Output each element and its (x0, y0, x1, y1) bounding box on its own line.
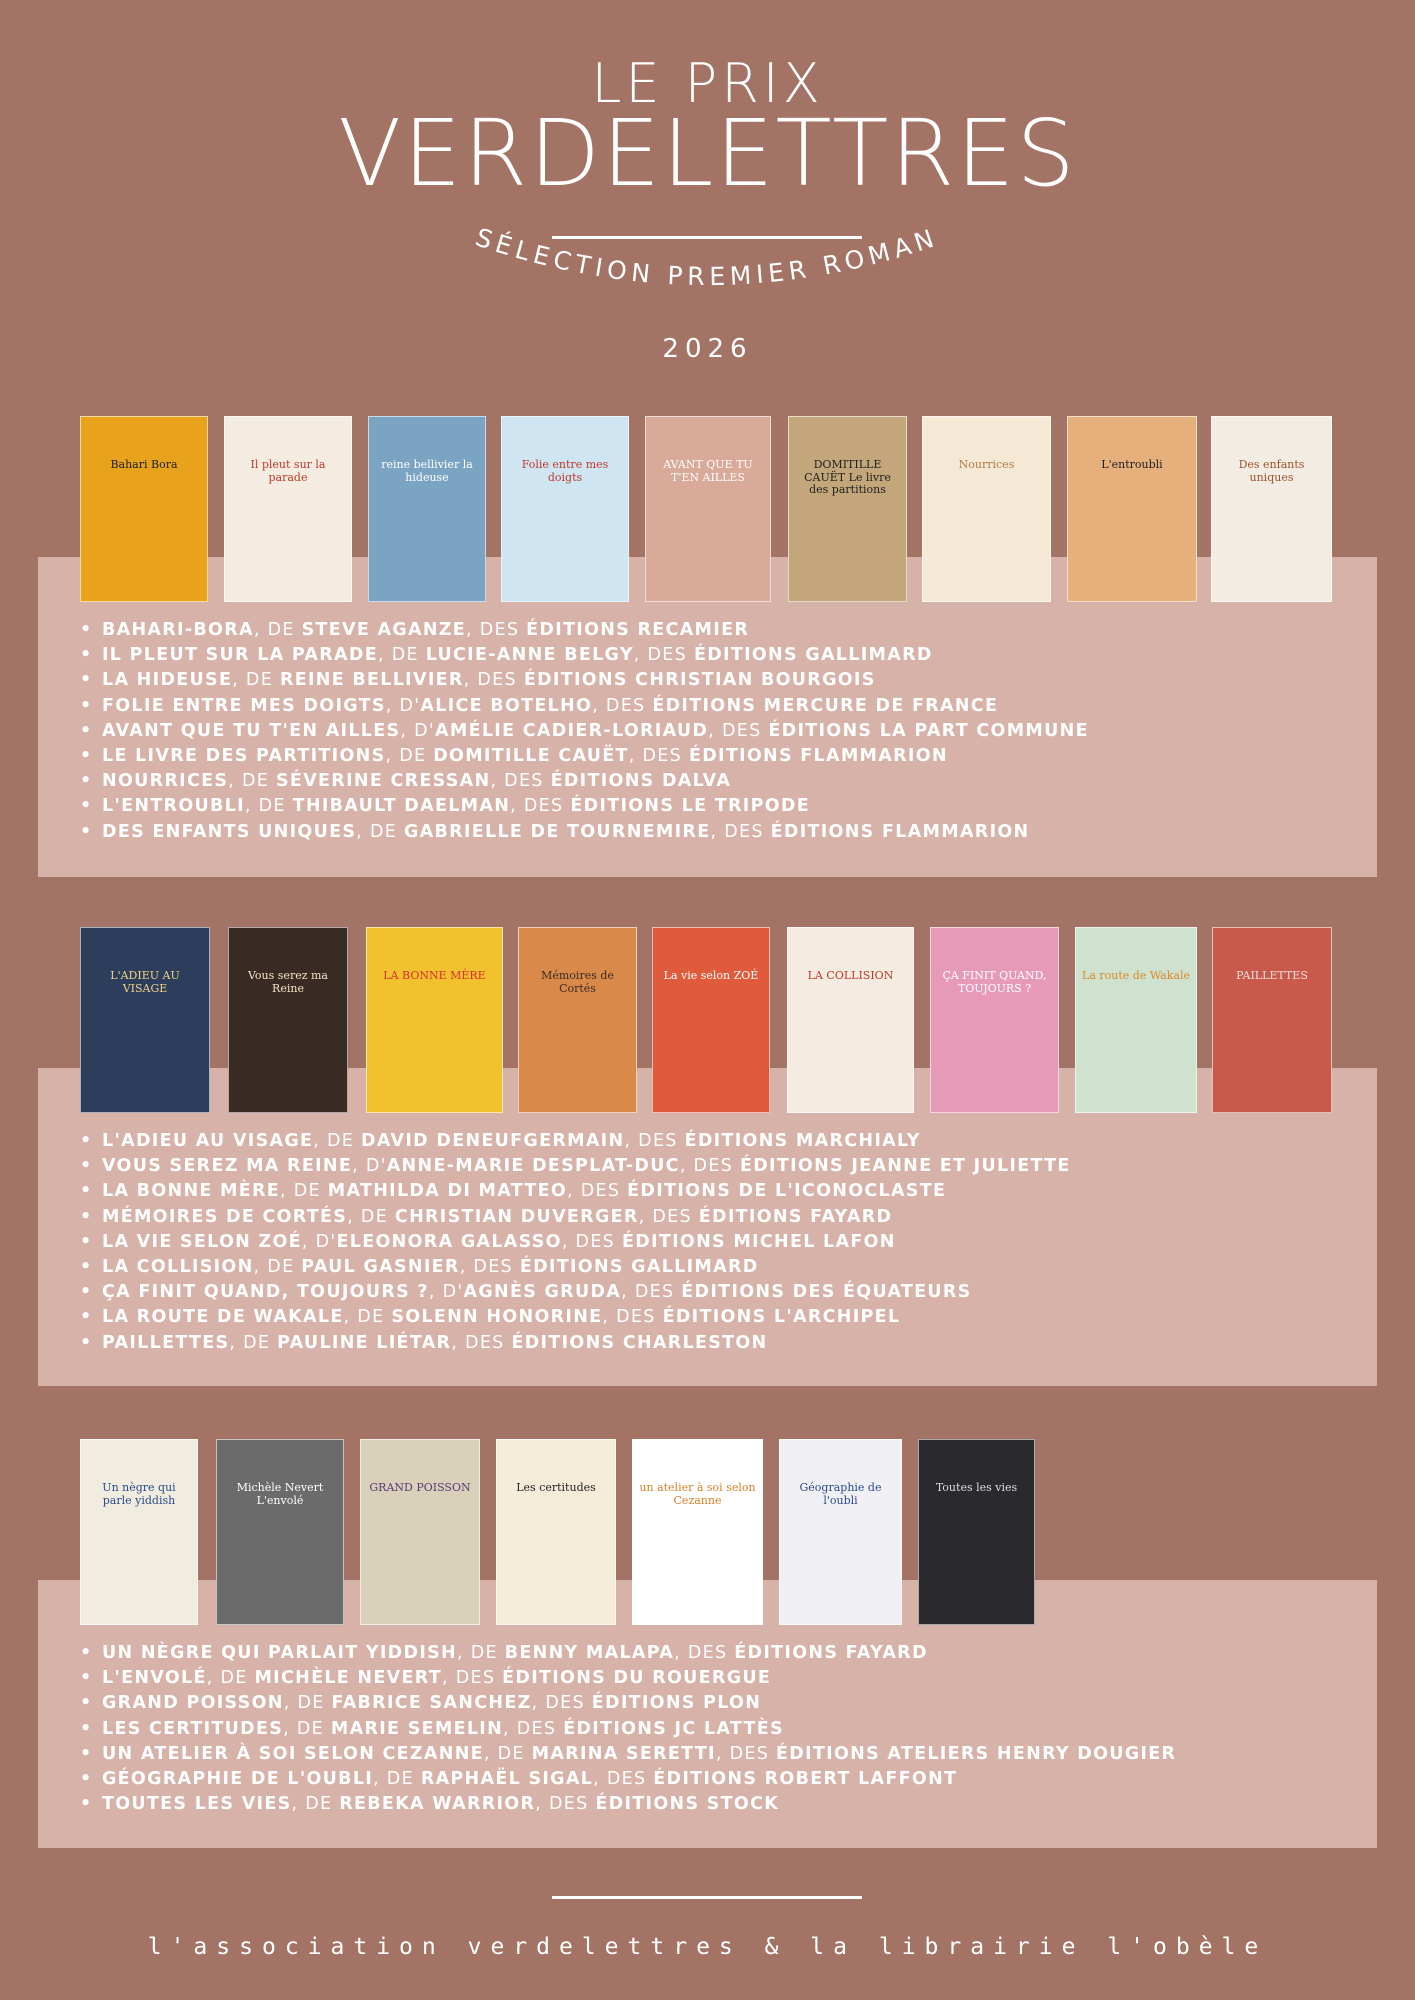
author-name: REINE BELLIVIER (279, 670, 464, 691)
book-cover-title: Folie entre mes doigts (521, 458, 609, 484)
book-cover (1075, 927, 1197, 1113)
publisher-connector: , DES (459, 1257, 520, 1278)
book-list-item (80, 1331, 1071, 1356)
book-cover (496, 1439, 616, 1625)
book-cover-title: L'entroubli (1101, 458, 1163, 471)
author-name: AMÉLIE CADIER-LORIAUD (435, 720, 709, 741)
book-list-item (80, 744, 1089, 769)
publisher-name: ÉDITIONS FLAMMARION (688, 746, 948, 767)
author-name: FABRICE SANCHEZ (331, 1693, 532, 1714)
author-connector: , DE (356, 821, 404, 842)
author-name: CHRISTIAN DUVERGER (394, 1206, 639, 1227)
publisher-name: ÉDITIONS ATELIERS HENRY DOUGIER (776, 1743, 1177, 1764)
publisher-connector: , DES (710, 821, 771, 842)
publisher-connector: , DES (561, 1231, 622, 1252)
publisher-connector: , DES (602, 1307, 663, 1328)
cover-row-1 (0, 416, 1415, 606)
author-connector: , DE (244, 796, 293, 817)
author-connector: , D' (352, 1156, 387, 1177)
author-name: ELEONORA GALASSO (336, 1231, 562, 1252)
author-connector: , DE (283, 1718, 331, 1739)
publisher-name: ÉDITIONS CHARLESTON (511, 1332, 768, 1353)
author-connector: , DE (253, 620, 302, 640)
book-title: UN ATELIER À SOI SELON CEZANNE (102, 1743, 484, 1764)
book-title: AVANT QUE TU T'EN AILLES (102, 720, 401, 741)
publisher-connector: , DES (490, 771, 551, 792)
author-connector: , D' (385, 695, 421, 716)
publisher-connector: , DES (628, 746, 689, 767)
book-cover-title: Les certitudes (516, 1481, 596, 1494)
author-connector: , DE (253, 1257, 302, 1278)
author-connector: , DE (373, 1769, 421, 1790)
book-cover-title: La vie selon ZOÉ (663, 969, 759, 982)
publisher-connector: , DES (441, 1668, 503, 1689)
subtitle-arc (0, 220, 1415, 340)
publisher-name: ÉDITIONS PLON (591, 1693, 762, 1714)
book-title: VOUS SEREZ MA REINE (102, 1156, 353, 1177)
author-connector: , DE (206, 1668, 255, 1689)
publisher-connector: , DES (708, 720, 769, 741)
book-cover (1211, 416, 1332, 602)
author-connector: , D' (400, 720, 436, 741)
publisher-name: ÉDITIONS DALVA (550, 771, 732, 792)
book-cover (787, 927, 914, 1113)
book-cover-title: Un nègre qui parle yiddish (102, 1481, 176, 1507)
author-connector: , DE (457, 1643, 505, 1663)
author-name: ALICE BOTELHO (420, 695, 593, 716)
book-title: LES CERTITUDES (102, 1718, 284, 1739)
publisher-connector: , DES (592, 695, 653, 716)
publisher-name: ÉDITIONS FLAMMARION (770, 821, 1030, 842)
publisher-connector: , DES (531, 1693, 592, 1714)
book-title: LA ROUTE DE WAKALE (102, 1307, 344, 1328)
publisher-connector: , DES (567, 1181, 628, 1202)
publisher-connector: , DES (463, 670, 524, 691)
book-title: L'ADIEU AU VISAGE (102, 1131, 314, 1151)
book-cover-title: La route de Wakale (1082, 969, 1190, 982)
author-connector: , DE (280, 1181, 328, 1202)
book-title: GÉOGRAPHIE DE L'OUBLI (102, 1769, 374, 1790)
book-list-item (80, 618, 1089, 643)
publisher-name: ÉDITIONS RECAMIER (526, 620, 750, 640)
author-connector: , DE (229, 1332, 278, 1353)
book-title: MÉMOIRES DE CORTÉS (102, 1206, 348, 1227)
book-cover-title: Michèle Nevert L'envolé (236, 1481, 324, 1507)
publisher-connector: , DES (715, 1743, 776, 1764)
publisher-connector: , DES (638, 1206, 699, 1227)
book-cover-title: reine bellivier la hideuse (381, 458, 473, 484)
publisher-name: ÉDITIONS MERCURE DE FRANCE (652, 695, 999, 716)
author-name: PAUL GASNIER (301, 1257, 460, 1278)
book-cover (224, 416, 352, 602)
book-list-item (80, 1666, 1176, 1691)
author-name: DAVID DENEUFGERMAIN (361, 1131, 625, 1151)
author-connector: , DE (232, 670, 280, 691)
author-name: BENNY MALAPA (504, 1643, 675, 1663)
author-name: MARIE SEMELIN (330, 1718, 504, 1739)
book-cover (366, 927, 503, 1113)
cover-row-3 (0, 1439, 1415, 1629)
book-title: PAILLETTES (102, 1332, 230, 1353)
book-list-item (80, 1717, 1176, 1742)
book-list-item (80, 1691, 1176, 1716)
publisher-name: ÉDITIONS CHRISTIAN BOURGOIS (523, 670, 876, 691)
book-cover-title: PAILLETTES (1236, 969, 1308, 982)
author-name: STEVE AGANZE (301, 620, 467, 640)
publisher-name: ÉDITIONS FAYARD (698, 1206, 893, 1227)
book-list-item (80, 1792, 1176, 1817)
book-list-item (80, 1205, 1071, 1230)
book-cover (368, 416, 486, 602)
book-cover-title: LA BONNE MÈRE (383, 969, 486, 982)
author-name: SOLENN HONORINE (391, 1307, 603, 1328)
author-name: MICHÈLE NEVERT (254, 1668, 442, 1689)
book-list-item (80, 668, 1089, 693)
book-list-2 (80, 1129, 1071, 1356)
publisher-name: ÉDITIONS JEANNE ET JULIETTE (739, 1156, 1071, 1177)
main-title: VERDELETTRES (338, 100, 1077, 207)
book-list-1 (80, 618, 1089, 845)
author-connector: , DE (313, 1131, 362, 1151)
book-cover (501, 416, 629, 602)
book-cover (80, 927, 210, 1113)
author-connector: , DE (343, 1307, 392, 1328)
publisher-name: ÉDITIONS GALLIMARD (519, 1257, 759, 1278)
author-name: AGNÈS GRUDA (463, 1282, 622, 1303)
book-title: GRAND POISSON (102, 1693, 284, 1714)
author-name: PAULINE LIÉTAR (277, 1332, 452, 1353)
author-connector: , DE (377, 645, 426, 666)
book-cover-title: ÇA FINIT QUAND, TOUJOURS ? (942, 969, 1047, 995)
publisher-connector: , DES (503, 1718, 564, 1739)
book-cover-title: L'ADIEU AU VISAGE (110, 969, 180, 995)
book-cover (216, 1439, 344, 1625)
author-name: MATHILDA DI MATTEO (327, 1181, 568, 1202)
book-title: BAHARI-BORA (102, 620, 254, 640)
book-title: LE LIVRE DES PARTITIONS (102, 746, 386, 767)
book-cover (645, 416, 771, 602)
author-connector: , D' (428, 1282, 464, 1303)
author-connector: , DE (291, 1794, 340, 1815)
publisher-name: ÉDITIONS LE TRIPODE (570, 796, 810, 817)
book-title: L'ENVOLÉ (102, 1668, 207, 1689)
book-title: LA COLLISION (102, 1257, 254, 1278)
book-list-item (80, 769, 1089, 794)
book-list-item (80, 1154, 1071, 1179)
book-title: NOURRICES (102, 771, 229, 792)
book-cover (1212, 927, 1332, 1113)
book-title: FOLIE ENTRE MES DOIGTS (102, 695, 386, 716)
book-title: LA HIDEUSE (102, 670, 233, 691)
book-list-3 (80, 1641, 1176, 1817)
publisher-connector: , DES (451, 1332, 512, 1353)
publisher-name: ÉDITIONS GALLIMARD (693, 645, 933, 666)
book-cover-title: Des enfants uniques (1238, 458, 1305, 484)
book-cover (788, 416, 907, 602)
cover-row-2 (0, 927, 1415, 1117)
author-name: SÉVERINE CRESSAN (276, 771, 491, 792)
publisher-name: ÉDITIONS DU ROUERGUE (502, 1668, 772, 1689)
publisher-name: ÉDITIONS FAYARD (734, 1643, 928, 1663)
poster-header (0, 0, 1415, 400)
book-cover (922, 416, 1051, 602)
book-title: TOUTES LES VIES (102, 1794, 292, 1815)
book-list-item (80, 1179, 1071, 1204)
book-list-item (80, 1230, 1071, 1255)
book-cover (228, 927, 348, 1113)
author-connector: , DE (385, 746, 434, 767)
publisher-name: ÉDITIONS MICHEL LAFON (621, 1231, 896, 1252)
author-name: REBEKA WARRIOR (339, 1794, 536, 1815)
book-title: L'ENTROUBLI (102, 796, 245, 817)
author-name: RAPHAËL SIGAL (420, 1769, 594, 1790)
book-title: ÇA FINIT QUAND, TOUJOURS ? (102, 1282, 429, 1303)
book-cover (652, 927, 770, 1113)
svg-text:SÉLECTION PREMIER ROMAN (472, 223, 942, 292)
book-title: IL PLEUT SUR LA PARADE (102, 645, 378, 666)
publisher-name: ÉDITIONS STOCK (595, 1794, 780, 1815)
publisher-name: ÉDITIONS L'ARCHIPEL (662, 1307, 901, 1328)
author-name: MARINA SERETTI (531, 1743, 716, 1764)
book-cover (80, 1439, 198, 1625)
author-name: LUCIE-ANNE BELGY (425, 645, 634, 666)
publisher-name: ÉDITIONS JC LATTÈS (563, 1718, 784, 1739)
publisher-connector: , DES (621, 1282, 682, 1303)
book-cover-title: Bahari Bora (110, 458, 178, 471)
book-list-item (80, 1255, 1071, 1280)
book-cover-title: LA COLLISION (807, 969, 894, 982)
year-label: 2026 (662, 334, 753, 364)
author-connector: , DE (483, 1743, 532, 1764)
publisher-connector: , DES (624, 1131, 685, 1151)
book-cover (632, 1439, 763, 1625)
book-cover-title: DOMITILLE CAUËT Le livre des partitions (804, 458, 891, 497)
book-list-item (80, 1742, 1176, 1767)
publisher-connector: , DES (466, 620, 527, 640)
author-name: GABRIELLE DE TOURNEMIRE (404, 821, 711, 842)
book-list-item (80, 794, 1089, 819)
book-cover-title: GRAND POISSON (369, 1481, 471, 1494)
book-list-item (80, 719, 1089, 744)
publisher-connector: , DES (535, 1794, 596, 1815)
book-list-item (80, 1641, 1176, 1666)
footer-credit: l'association verdelettres & la librairie l'obèle (147, 1934, 1268, 1960)
author-connector: , DE (228, 771, 277, 792)
subtitle-text: SÉLECTION PREMIER ROMAN (471, 222, 943, 292)
book-cover (930, 927, 1059, 1113)
publisher-connector: , DES (510, 796, 571, 817)
book-cover-title: Nourrices (958, 458, 1015, 471)
book-title: DES ENFANTS UNIQUES (102, 821, 357, 842)
book-cover (518, 927, 637, 1113)
book-cover-title: Toutes les vies (935, 1481, 1018, 1494)
book-cover (918, 1439, 1035, 1625)
publisher-connector: , DES (633, 645, 694, 666)
book-title: LA VIE SELON ZOÉ (102, 1231, 302, 1252)
book-cover-title: Il pleut sur la parade (250, 458, 326, 484)
book-cover-title: Mémoires de Cortés (541, 969, 614, 995)
footer-divider (552, 1896, 862, 1899)
author-name: ANNE-MARIE DESPLAT-DUC (386, 1156, 680, 1177)
book-cover-title: AVANT QUE TU T'EN AILLES (663, 458, 753, 484)
publisher-name: ÉDITIONS ROBERT LAFFONT (653, 1769, 958, 1790)
publisher-connector: , DES (674, 1643, 735, 1663)
author-name: THIBAULT DAELMAN (292, 796, 511, 817)
le-prix-heading: LE PRIX (591, 52, 824, 115)
book-cover-title: Vous serez ma Reine (248, 969, 328, 995)
book-cover-title: un atelier à soi selon Cezanne (639, 1481, 756, 1507)
book-list-item (80, 694, 1089, 719)
book-list-item (80, 643, 1089, 668)
publisher-name: ÉDITIONS DES ÉQUATEURS (681, 1282, 972, 1303)
author-connector: , D' (301, 1231, 337, 1252)
book-list-item (80, 1305, 1071, 1330)
author-connector: , DE (283, 1693, 332, 1714)
book-list-item (80, 1767, 1176, 1792)
publisher-name: ÉDITIONS MARCHIALY (684, 1131, 921, 1151)
book-cover (80, 416, 208, 602)
book-title: LA BONNE MÈRE (102, 1181, 281, 1202)
book-cover (779, 1439, 902, 1625)
publisher-connector: , DES (593, 1769, 654, 1790)
book-cover (360, 1439, 480, 1625)
publisher-connector: , DES (679, 1156, 740, 1177)
book-cover (1067, 416, 1197, 602)
book-title: UN NÈGRE QUI PARLAIT YIDDISH (102, 1643, 457, 1663)
author-connector: , DE (347, 1206, 395, 1227)
book-list-item (80, 1129, 1071, 1154)
book-list-item (80, 1280, 1071, 1305)
author-name: DOMITILLE CAUËT (433, 746, 629, 767)
book-cover-title: Géographie de l'oubli (799, 1481, 882, 1507)
publisher-name: ÉDITIONS LA PART COMMUNE (768, 720, 1089, 741)
book-list-item (80, 820, 1089, 845)
publisher-name: ÉDITIONS DE L'ICONOCLASTE (627, 1181, 947, 1202)
